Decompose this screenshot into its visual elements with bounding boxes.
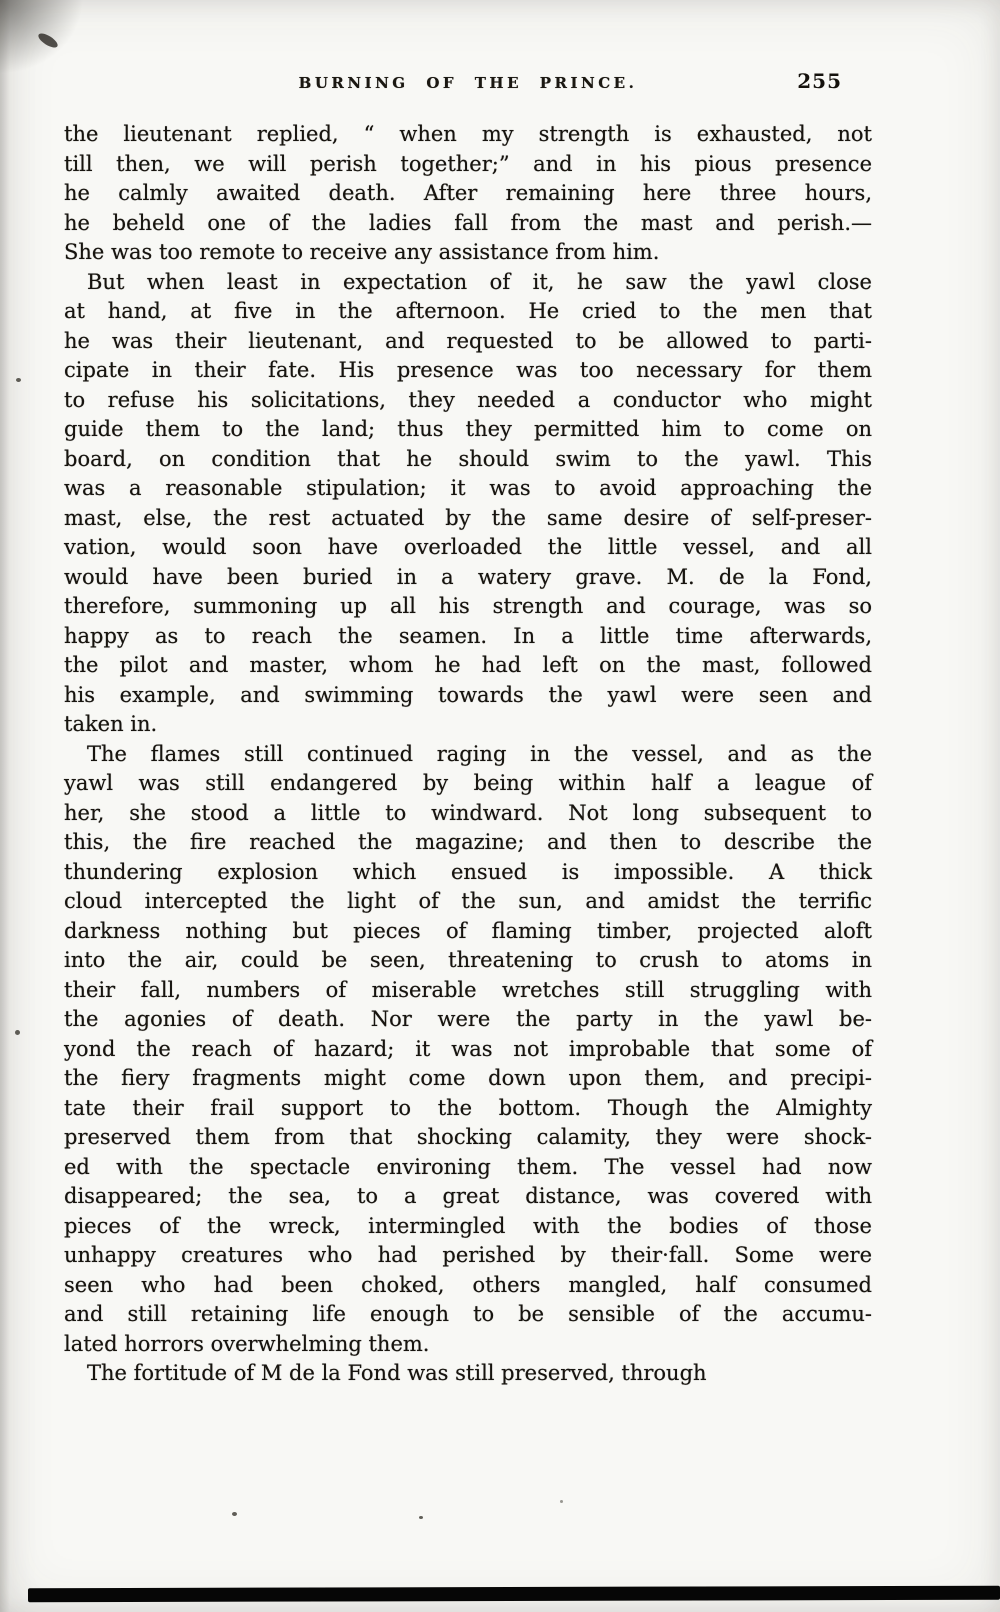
paragraph: [64, 1359, 872, 1389]
text-line: the agonies of death. Nor were the party in the yawl be-: [64, 1007, 872, 1031]
text-line: her, she stood a little to windward. Not long subsequent to: [64, 800, 872, 825]
text-line: preserved them from that shocking calamity, they were shock-: [64, 1125, 872, 1149]
text-line: mast, else, the rest actuated by the same desire of self-preser-: [64, 505, 872, 530]
text-line: yawl was still endangered by being within half a league of: [64, 771, 872, 795]
text-line: tate their frail support to the bottom. Though the Almighty: [64, 1095, 872, 1120]
text-line: taken in.: [64, 712, 158, 736]
text-line: he beheld one of the ladies fall from the mast and perish.—: [64, 210, 872, 235]
scan-speck: [232, 1512, 237, 1516]
text-line: their fall, numbers of miserable wretches still struggling with: [64, 977, 872, 1002]
text-line: he was their lieutenant, and requested to be allowed to parti-: [64, 328, 872, 353]
paragraph: [64, 268, 872, 740]
text-line: the pilot and master, whom he had left on the mast, followed: [64, 653, 872, 677]
text-line: unhappy creatures who had perished by their·fall. Some were: [64, 1243, 872, 1267]
text-line: into the air, could be seen, threatening to crush to atoms in: [64, 948, 872, 972]
text-line: yond the reach of hazard; it was not improbable that some of: [64, 1036, 872, 1061]
paragraph: [64, 740, 872, 1360]
text-line: ed with the spectacle environing them. The vessel had now: [64, 1154, 872, 1179]
text-line: was a reasonable stipulation; it was to avoid approaching the: [64, 476, 872, 500]
text-line: The fortitude of M de la Fond was still preserved, through: [87, 1361, 707, 1385]
text-line: and still retaining life enough to be sensible of the accumu-: [64, 1302, 872, 1326]
text-line: thundering explosion which ensued is impossible. A thick: [64, 859, 872, 884]
scan-mark: [36, 31, 59, 50]
scan-speck: [16, 378, 21, 382]
text-line: pieces of the wreck, intermingled with the bodies of those: [64, 1213, 872, 1238]
text-line: disappeared; the sea, to a great distance, was covered with: [64, 1184, 872, 1208]
text-line: at hand, at five in the afternoon. He cried to the men that: [64, 299, 872, 323]
text-line: he calmly awaited death. After remaining here three hours,: [64, 181, 872, 205]
paragraph: [64, 120, 872, 268]
text-line: the fiery fragments might come down upon them, and precipi-: [64, 1066, 872, 1090]
text-line: The flames still continued raging in the vessel, and as the: [87, 741, 872, 766]
running-title: BURNING OF THE PRINCE.: [298, 74, 638, 92]
scan-shadow-corner: [0, 0, 90, 80]
scan-edge-shading: [0, 0, 10, 1612]
text-line: cipate in their fate. His presence was too necessary for them: [64, 358, 872, 382]
text-line: board, on condition that he should swim to the yawl. This: [64, 446, 872, 471]
text-line: cloud intercepted the light of the sun, and amidst the terrific: [64, 889, 872, 913]
page-header: [64, 69, 872, 100]
text-line: therefore, summoning up all his strength and courage, was so: [64, 594, 872, 618]
text-line: She was too remote to receive any assistance from him.: [64, 240, 660, 264]
scan-speck: [15, 1030, 20, 1035]
text-line: seen who had been choked, others mangled, half consumed: [64, 1272, 872, 1297]
text-line: vation, would soon have overloaded the little vessel, and all: [64, 535, 872, 559]
page-body: [64, 120, 872, 1389]
text-line: would have been buried in a watery grave. M. de la Fond,: [64, 564, 872, 589]
scan-black-bar: [28, 1586, 1000, 1603]
text-line: to refuse his solicitations, they needed a conductor who might: [64, 387, 872, 412]
scan-speck: [419, 1516, 423, 1519]
text-line: But when least in expectation of it, he saw the yawl close: [87, 269, 872, 294]
text-line: this, the fire reached the magazine; and then to describe the: [64, 830, 872, 854]
text-line: guide them to the land; thus they permitted him to come on: [64, 417, 872, 441]
text-line: lated horrors overwhelming them.: [64, 1331, 430, 1356]
page-number: 255: [797, 69, 842, 93]
text-line: the lieutenant replied, “ when my strength is exhausted, not: [64, 122, 872, 146]
text-line: till then, we will perish together;” and in his pious presence: [64, 151, 872, 176]
text-line: darkness nothing but pieces of flaming timber, projected aloft: [64, 918, 872, 943]
text-line: his example, and swimming towards the yawl were seen and: [64, 682, 872, 707]
text-line: happy as to reach the seamen. In a little time afterwards,: [64, 623, 872, 648]
scan-speck: [560, 1500, 563, 1503]
page-content: [64, 69, 872, 1389]
